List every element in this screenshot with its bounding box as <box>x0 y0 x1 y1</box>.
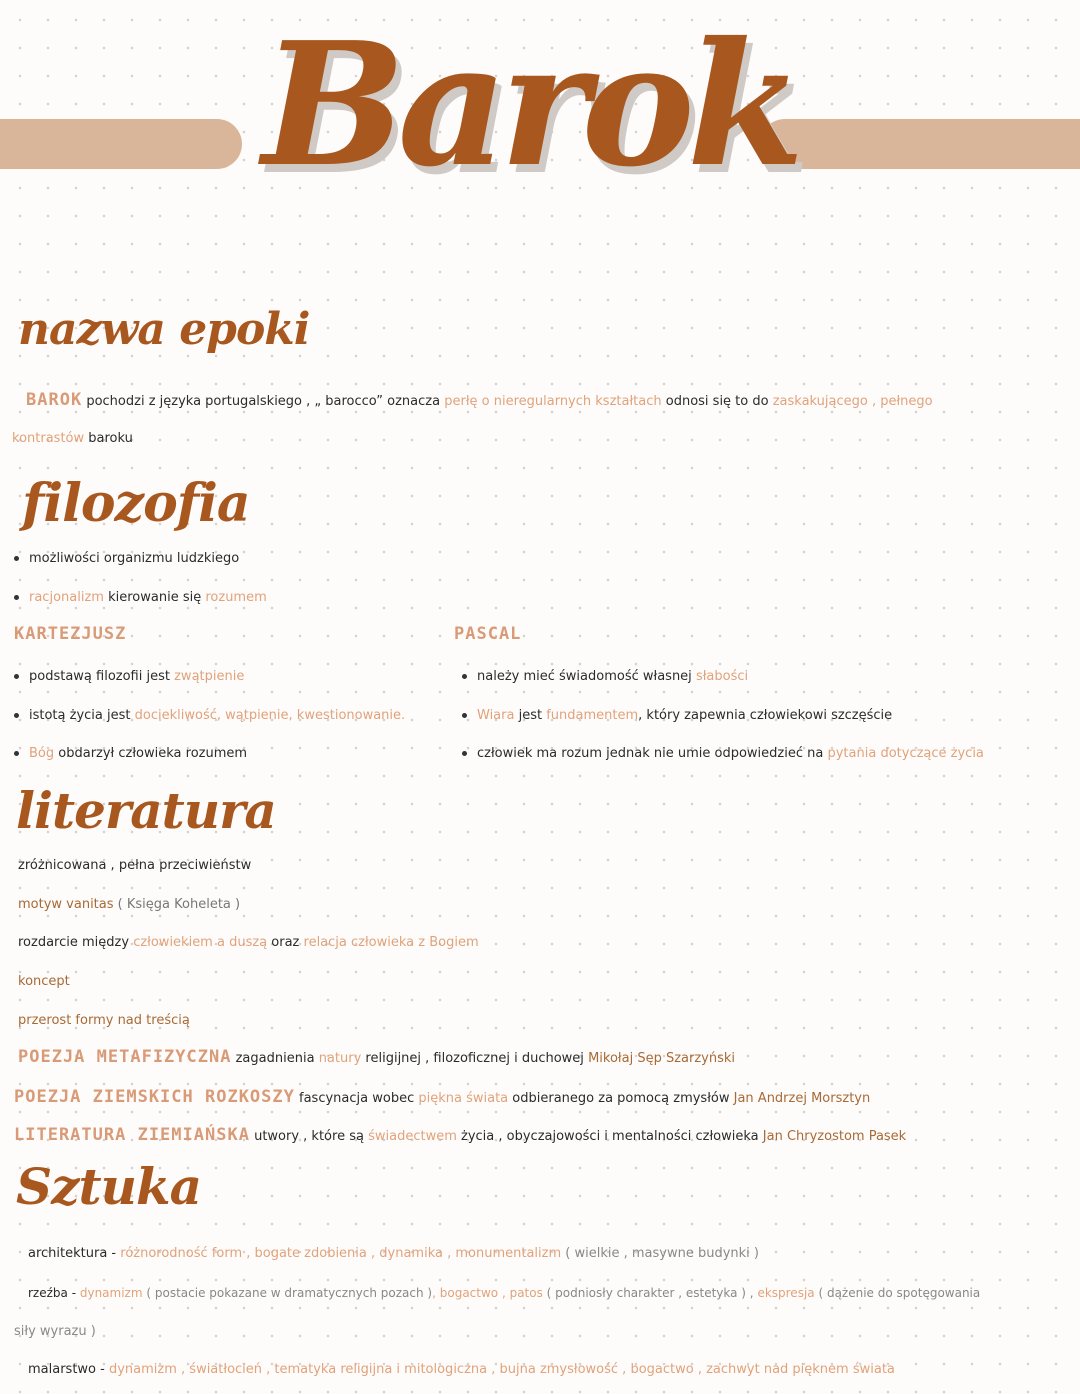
header-band-left <box>0 119 242 169</box>
highlight: zaskakującego , pełnego <box>772 394 933 409</box>
author: Mikołaj Sęp Szarzyński <box>588 1051 736 1066</box>
highlight: ekspresja <box>757 1286 815 1300</box>
kartezjusz-item-2 <box>14 708 405 724</box>
kartezjusz-item-3 <box>14 746 247 762</box>
text: rzeźba - <box>28 1286 77 1300</box>
filozofia-bullet-1 <box>14 551 239 567</box>
highlight: człowiekiem a duszą <box>133 935 268 950</box>
kartezjusz-item-1 <box>14 669 244 685</box>
bullet-icon <box>14 713 19 718</box>
highlight: kontrastów <box>12 431 85 446</box>
text: kierowanie się <box>108 590 202 605</box>
bullet-icon <box>14 751 19 756</box>
bullet-icon <box>462 713 467 718</box>
highlight: pytania dotyczące życia <box>827 746 984 761</box>
highlight: natury <box>318 1051 362 1066</box>
header-band-right <box>760 119 1080 169</box>
bullet-icon <box>14 674 19 679</box>
text: odnosi się to do <box>665 394 769 409</box>
literatura-line-2 <box>18 897 240 913</box>
author: Jan Chryzostom Pasek <box>762 1129 907 1144</box>
text: zagadnienia <box>235 1051 315 1066</box>
highlight: perłę o nieregularnych kształtach <box>444 394 662 409</box>
text: ( wielkie , masywne budynki ) <box>565 1246 759 1261</box>
highlight: dociekliwość, wątpienie, kwestionowanie. <box>134 708 406 723</box>
text: należy mieć świadomość własnej <box>477 669 692 684</box>
text: obdarzył człowieka rozumem <box>58 746 248 761</box>
author: Jan Andrzej Morsztyn <box>733 1091 871 1106</box>
highlight: Bóg <box>29 746 55 761</box>
text: , który zapewnia człowiekowi szczęście <box>638 708 893 723</box>
text: jest <box>518 708 543 723</box>
literatura-line-4: koncept <box>18 974 70 989</box>
heading-literatura: literatura <box>16 781 276 840</box>
text: ( dążenie do spotęgowania <box>818 1286 981 1300</box>
sztuka-rzezba-cont: siły wyrazu ) <box>14 1324 96 1339</box>
text: pochodzi z języka portugalskiego , „ barocco” oznacza <box>86 394 441 409</box>
poezja-metafizyczna-label: POEZJA METAFIZYCZNA <box>18 1047 232 1067</box>
heading-sztuka: Sztuka <box>16 1157 201 1216</box>
highlight: , bogactwo , patos <box>432 1286 543 1300</box>
highlight: piękna świata <box>418 1091 509 1106</box>
text: życia , obyczajowości i mentalności człowieka <box>461 1129 759 1144</box>
highlight: świadectwem <box>368 1129 457 1144</box>
highlight: dynamizm , światłocień , tematyka religijna i mitologiczna , bujna zmysłowość , bogactwo , zachwyt nad pięknem świata <box>108 1362 895 1377</box>
pascal-item-2 <box>462 708 892 724</box>
sztuka-architektura <box>28 1246 759 1262</box>
filozofia-bullet-2 <box>14 590 267 606</box>
highlight: racjonalizm <box>29 590 104 605</box>
text: człowiek ma rozum jednak nie umie odpowiedzieć na <box>477 746 824 761</box>
highlight: motyw vanitas <box>18 897 114 912</box>
bullet-icon <box>462 751 467 756</box>
text: odbieranego za pomocą zmysłów <box>512 1091 730 1106</box>
highlight: relacja człowieka z Bogiem <box>303 935 479 950</box>
text: rozdarcie między <box>18 935 130 950</box>
literatura-line-3 <box>18 935 479 951</box>
bullet-icon <box>462 674 467 679</box>
bullet-icon <box>14 595 19 600</box>
pascal-label: PASCAL <box>454 624 522 644</box>
text: baroku <box>88 431 133 446</box>
text: oraz <box>271 935 300 950</box>
pascal-item-1 <box>462 669 748 685</box>
literatura-line-5: przerost formy nad treścią <box>18 1013 190 1028</box>
poezja-ziemskich-rozkoszy-label: POEZJA ZIEMSKICH ROZKOSZY <box>14 1087 295 1107</box>
text: malarstwo - <box>28 1362 105 1377</box>
pascal-item-3 <box>462 746 984 762</box>
text: podstawą filozofii jest <box>29 669 170 684</box>
text: religijnej , filozoficznej i duchowej <box>365 1051 584 1066</box>
highlight: Wiara <box>477 708 515 723</box>
text: ( podniosły charakter , estetyka ) , <box>546 1286 754 1300</box>
highlight: fundamentem <box>546 708 639 723</box>
text: ( postacie pokazane w dramatycznych pozach ) <box>146 1286 433 1300</box>
page-title: Barok <box>262 5 797 205</box>
text: istotą życia jest <box>29 708 131 723</box>
nazwa-line-2 <box>12 431 133 447</box>
highlight: słabości <box>695 669 749 684</box>
kartezjusz-label: KARTEZJUSZ <box>14 624 127 644</box>
sztuka-malarstwo <box>28 1362 895 1378</box>
text: fascynacja wobec <box>299 1091 415 1106</box>
highlight: różnorodność form , bogate zdobienia , dynamika , monumentalizm <box>120 1246 562 1261</box>
literatura-ziemianska-label: LITERATURA ZIEMIAŃSKA <box>14 1125 250 1145</box>
heading-filozofia: filozofia <box>22 473 250 534</box>
highlight: dynamizm <box>79 1286 143 1300</box>
text: utwory , które są <box>254 1129 364 1144</box>
text: ( Księga Koheleta ) <box>117 897 241 912</box>
sztuka-rzezba <box>28 1285 980 1301</box>
text: architektura - <box>28 1246 117 1261</box>
bullet-icon <box>14 556 19 561</box>
literatura-ziemianska-line <box>14 1127 906 1145</box>
poezja-metafizyczna-line <box>18 1049 735 1067</box>
poezja-ziemskich-rozkoszy-line <box>14 1089 870 1107</box>
literatura-line-1: zróżnicowana , pełna przeciwieństw <box>18 858 252 873</box>
heading-nazwa-epoki: nazwa epoki <box>18 304 310 355</box>
text: możliwości organizmu ludzkiego <box>29 551 240 566</box>
highlight: rozumem <box>205 590 267 605</box>
highlight: zwątpienie <box>174 669 245 684</box>
barok-label: BAROK <box>26 390 83 410</box>
nazwa-line-1 <box>26 392 933 410</box>
